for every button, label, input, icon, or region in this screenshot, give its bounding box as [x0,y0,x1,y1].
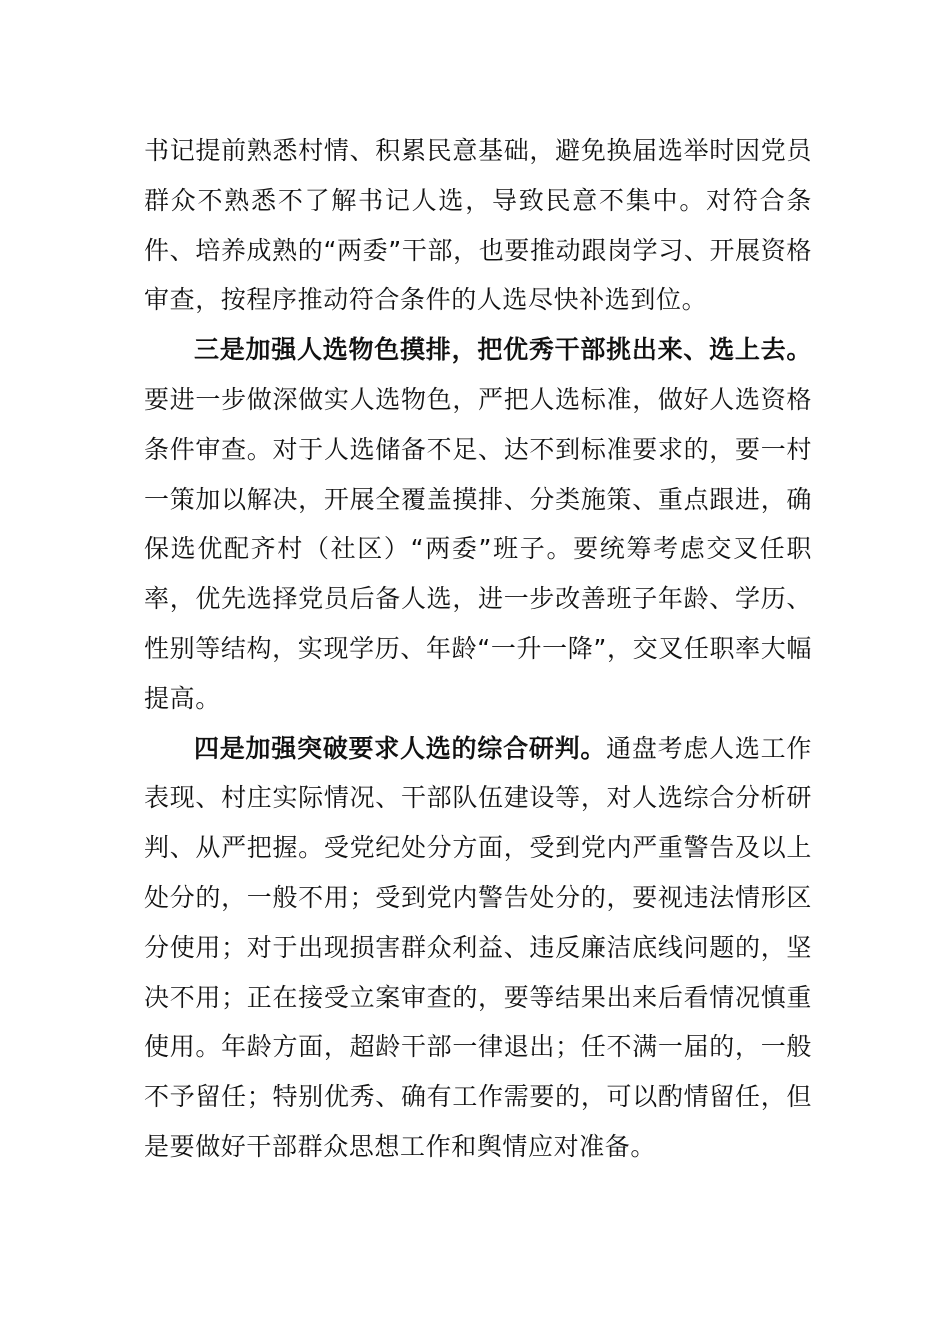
section-four-heading: 四是加强突破要求人选的综合研判。 [194,733,607,763]
paragraph-section-three [144,325,812,723]
paragraph-body-text: 书记提前熟悉村情、积累民意基础，避免换届选举时因党员群众不熟悉不了解书记人选，导致民意不集中。对符合条件、培养成熟的“两委”干部，也要推动跟岗学习、开展资格审查，按程序推动符合条件的人选尽快补选到位。 [144,136,812,315]
paragraph-continuation [144,126,812,325]
section-three-heading: 三是加强人选物色摸排，把优秀干部挑出来、选上去。 [194,335,812,365]
section-four-body: 通盘考虑人选工作表现、村庄实际情况、干部队伍建设等，对人选综合分析研判、从严把握。受党纪处分方面，受到党内严重警告及以上处分的，一般不用；受到党内警告处分的，要视违法情形区分使用；对于出现损害群众利益、违反廉洁底线问题的，坚决不用；正在接受立案审查的，要等结果出来后看情况慎重使用。年龄方面，超龄干部一律退出；任不满一届的，一般不予留任；特别优秀、确有工作需要的，可以酌情留任，但是要做好干部群众思想工作和舆情应对准备。 [144,733,812,1161]
paragraph-section-four [144,724,812,1172]
section-three-body: 要进一步做深做实人选物色，严把人选标准，做好人选资格条件审查。对于人选储备不足、达不到标准要求的，要一村一策加以解决，开展全覆盖摸排、分类施策、重点跟进，确保选优配齐村（社区）“两委”班子。要统筹考虑交叉任职率，优先选择党员后备人选，进一步改善班子年龄、学历、性别等结构，实现学历、年龄“一升一降”，交叉任职率大幅提高。 [144,384,812,713]
document-body [144,126,812,1172]
